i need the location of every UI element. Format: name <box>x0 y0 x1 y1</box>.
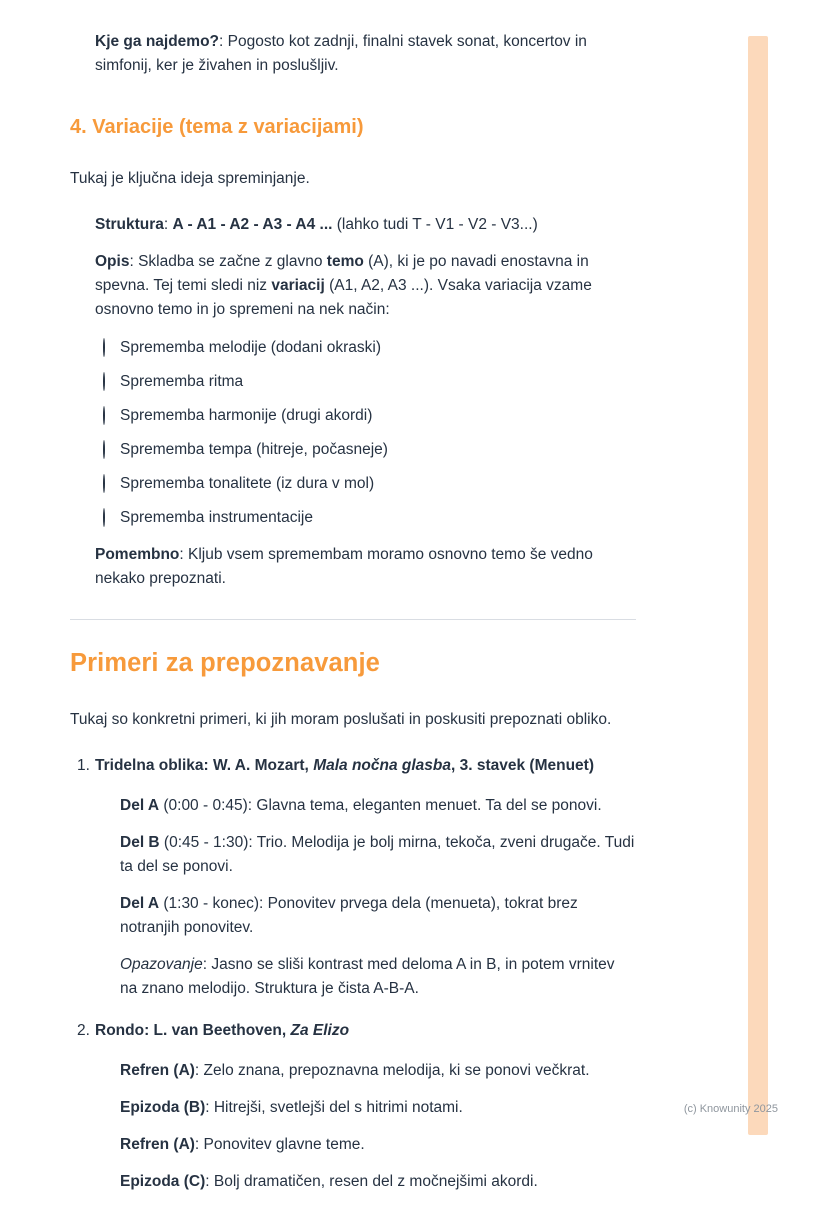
bullet-icon <box>70 213 95 237</box>
bullet-icon <box>95 1133 120 1157</box>
sub-list-item <box>95 472 636 496</box>
list-item-text: Del A (1:30 - konec): Ponovitev prvega dela (menueta), tokrat brez notranjih ponovitev. <box>120 894 578 936</box>
bullet-icon <box>70 30 95 54</box>
example-heading: Tridelna oblika: W. A. Mozart, Mala nočna glasba, 3. stavek (Menuet) <box>95 756 595 774</box>
bullet-icon <box>95 1170 120 1194</box>
list-number: 1. <box>77 756 90 774</box>
example-bullet-list <box>95 1059 636 1194</box>
circle-bullet-icon <box>95 370 120 394</box>
sub-list-item <box>95 336 636 360</box>
circle-bullet-icon <box>95 472 120 496</box>
circle-bullet-icon <box>95 438 120 462</box>
examples-lead: Tukaj so konkretni primeri, ki jih moram poslušati in poskusiti prepoznati obliko. <box>70 710 612 728</box>
sub-list-item-text: Sprememba harmonije (drugi akordi) <box>120 407 373 425</box>
list-item-text: Del B (0:45 - 1:30): Trio. Melodija je bolj mirna, tekoča, zveni drugače. Tudi ta del se ponovi. <box>120 833 635 875</box>
example-bullet-list <box>95 794 636 1001</box>
list-item-text: Refren (A): Ponovitev glavne teme. <box>120 1135 365 1153</box>
circle-icon <box>103 440 105 459</box>
list-item-text: Pomembno: Kljub vsem spremembam moramo osnovno temo še vedno nekako prepoznati. <box>95 546 593 588</box>
list-item <box>70 30 636 78</box>
section-heading-variacije: 4. Variacije (tema z variacijami) <box>70 116 364 139</box>
circle-bullet-icon <box>95 506 120 530</box>
sub-list-item <box>95 370 636 394</box>
variacije-bullet-list <box>70 213 636 591</box>
list-item <box>70 543 636 591</box>
circle-bullet-icon <box>95 336 120 360</box>
section-lead: Tukaj je ključna ideja spreminjanje. <box>70 170 310 188</box>
bullet-icon <box>95 831 120 855</box>
list-item-text: Epizoda (C): Bolj dramatičen, resen del z močnejšimi akordi. <box>120 1172 538 1190</box>
section-divider <box>70 619 636 620</box>
bullet-icon <box>95 1059 120 1083</box>
example-item-beethoven <box>70 1019 636 1194</box>
section-heading-primeri: Primeri za prepoznavanje <box>70 649 380 678</box>
bullet-icon <box>95 794 120 818</box>
circle-icon <box>103 474 105 493</box>
circle-icon <box>103 508 105 527</box>
sub-list-item-text: Sprememba tonalitete (iz dura v mol) <box>120 475 375 493</box>
list-item-text: Kje ga najdemo?: Pogosto kot zadnji, finalni stavek sonat, koncertov in simfonij, ker je živahen in poslušljiv. <box>95 33 587 75</box>
copyright-text: (c) Knowunity 2025 <box>683 1103 778 1115</box>
circle-icon <box>103 372 105 391</box>
list-item <box>95 1096 636 1120</box>
circle-bullet-icon <box>95 404 120 428</box>
list-item <box>95 794 636 818</box>
list-item-text: Epizoda (B): Hitrejši, svetlejši del s hitrimi notami. <box>120 1098 463 1116</box>
list-item <box>95 892 636 940</box>
bullet-icon <box>70 250 95 274</box>
list-item-text: Del A (0:00 - 0:45): Glavna tema, eleganten menuet. Ta del se ponovi. <box>120 796 602 814</box>
list-item <box>95 1059 636 1083</box>
content-area <box>70 30 636 1212</box>
sub-list-item-text: Sprememba instrumentacije <box>120 509 313 527</box>
sub-list-item <box>95 404 636 428</box>
sub-list-item-text: Sprememba tempa (hitreje, počasneje) <box>120 441 388 459</box>
sub-list-item-text: Sprememba ritma <box>120 373 244 391</box>
example-item-mozart <box>70 754 636 1001</box>
list-item-text: Struktura: A - A1 - A2 - A3 - A4 ... (lahko tudi T - V1 - V2 - V3...) <box>95 216 538 234</box>
bullet-icon <box>95 1096 120 1120</box>
sprememba-sub-list <box>95 336 636 530</box>
examples-ordered-list <box>70 754 636 1194</box>
sub-list-item <box>95 438 636 462</box>
sub-list-item-text: Sprememba melodije (dodani okraski) <box>120 339 382 357</box>
accent-stripe <box>748 36 768 1135</box>
list-item <box>70 250 636 530</box>
bullet-icon <box>70 543 95 567</box>
bullet-icon <box>95 892 120 916</box>
list-item <box>95 831 636 879</box>
list-item <box>95 1133 636 1157</box>
circle-icon <box>103 406 105 425</box>
list-item-text: Refren (A): Zelo znana, prepoznavna melodija, ki se ponovi večkrat. <box>120 1061 590 1079</box>
circle-icon <box>103 338 105 357</box>
list-number: 2. <box>77 1021 90 1039</box>
list-item <box>95 953 636 1001</box>
list-item-text: Opazovanje: Jasno se sliši kontrast med deloma A in B, in potem vrnitev na znano melodijo. Struktura je čista A-B-A. <box>120 955 615 997</box>
top-bullet-list <box>70 30 636 78</box>
list-item <box>95 1170 636 1194</box>
bullet-icon <box>95 953 120 977</box>
list-item <box>70 213 636 237</box>
example-heading: Rondo: L. van Beethoven, Za Elizo <box>95 1021 350 1039</box>
list-item-text: Opis: Skladba se začne z glavno temo (A), ki je po navadi enostavna in spevna. Tej temi sledi niz variacij (A1, A2, A3 ...). Vsaka variacija vzame osnovno temo in jo spremeni na nek način: <box>95 253 592 319</box>
sub-list-item <box>95 506 636 530</box>
